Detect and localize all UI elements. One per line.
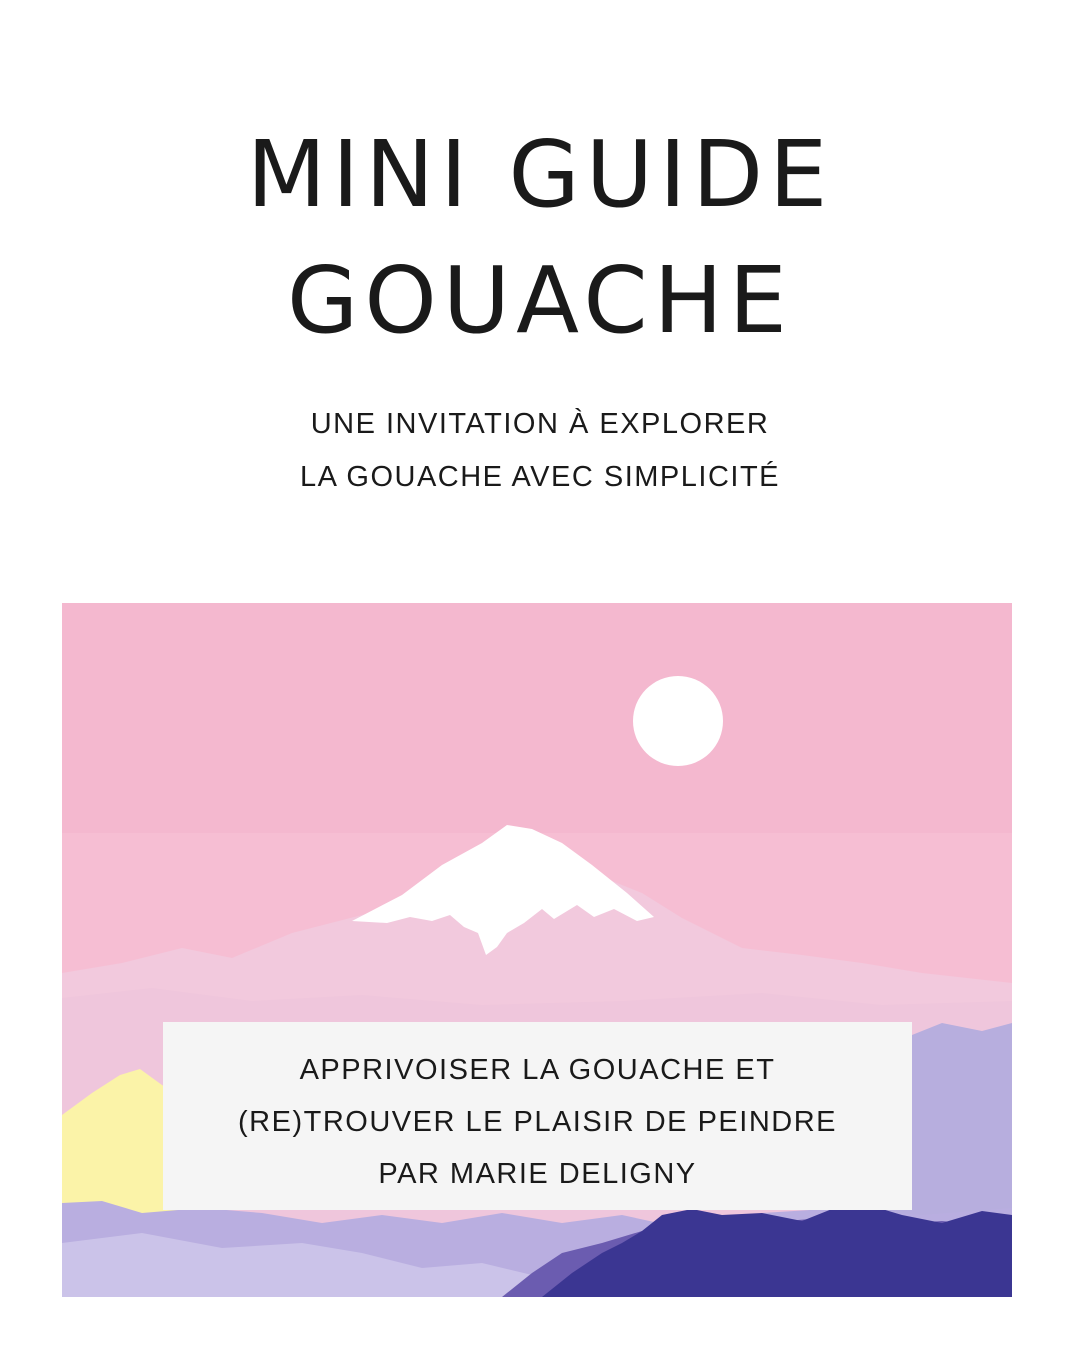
painting-moon (633, 676, 723, 766)
subtitle-line-2: LA GOUACHE AVEC SIMPLICITÉ (299, 461, 781, 493)
cover-subtitle (0, 398, 1080, 504)
caption-line-1: APPRIVOISER LA GOUACHE ET (299, 1054, 776, 1086)
title-line-1: MINI GUIDE (246, 121, 834, 228)
caption-line-3: PAR MARIE DELIGNY (378, 1158, 697, 1190)
caption-box (163, 1022, 912, 1210)
caption-line-2: (RE)TROUVER LE PLAISIR DE PEINDRE (238, 1106, 837, 1138)
title-line-2: GOUACHE (287, 247, 793, 354)
cover-title (0, 112, 1080, 364)
subtitle-line-1: UNE INVITATION À EXPLORER (310, 408, 770, 440)
